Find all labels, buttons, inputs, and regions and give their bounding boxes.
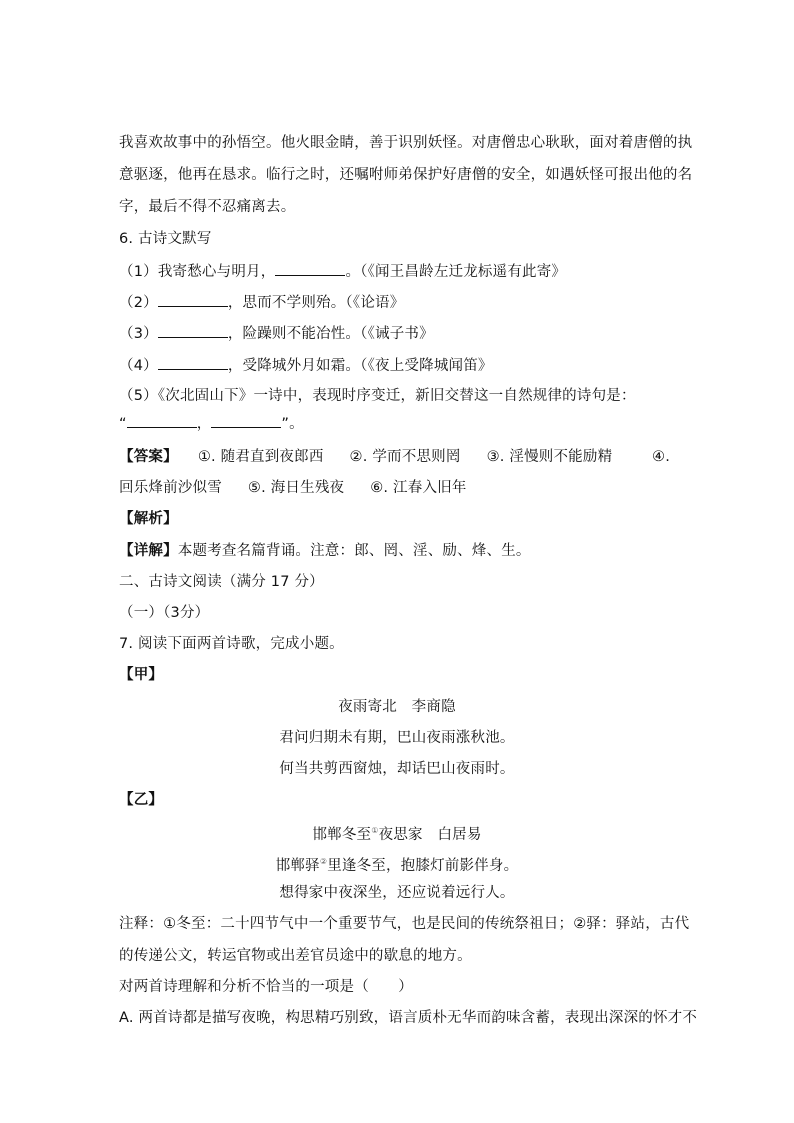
answer-line-2 [119, 478, 467, 498]
comma: ， [196, 416, 212, 432]
open-quote: “ [119, 416, 127, 432]
intro-line-3: 字，最后不得不忍痛离去。 [119, 199, 296, 215]
answer-line-1 [119, 447, 679, 467]
intro-line-2: 意驱逐，他再在恳求。临行之时，还嘱咐师弟保护好唐僧的安全，如遇妖怪可报出他的名 [119, 167, 693, 183]
detail-line [119, 541, 531, 561]
question-6-title: 6. 古诗文默写 [119, 231, 212, 247]
detail-label: 【详解】 [119, 543, 178, 559]
poem-yi-line-1-part-2: 里逢冬至，抱膝灯前影伴身。 [327, 857, 519, 874]
answer-blank[interactable] [127, 413, 197, 428]
poem-yi-line-2: 想得家中夜深坐，还应说着远行人。 [279, 885, 515, 901]
footnote-marker-1: ① [371, 826, 379, 835]
question-6-item-4 [119, 355, 493, 376]
answer-blank[interactable] [158, 292, 228, 307]
poem-jia-line-2: 何当共剪西窗烛，却话巴山夜雨时。 [279, 761, 515, 777]
item-3-prefix: （3） [119, 326, 158, 342]
option-a[interactable]: A. 两首诗都是描写夜晚，构思精巧别致，语言质朴无华而韵味含蓄，表现出深深的怀才不 [119, 1010, 698, 1026]
answer-5: ⑤. 海日生残夜 [247, 480, 345, 496]
close-quote: ”。 [281, 416, 304, 432]
answer-6: ⑥. 江春入旧年 [370, 480, 467, 496]
question-6-item-5: （5）《次北固山下》一诗中，表现时序变迁，新旧交替这一自然规律的诗句是： [119, 388, 636, 404]
item-1-suffix: 。（《闻王昌龄左迁龙标遥有此寄》 [345, 264, 567, 280]
answer-blank[interactable] [158, 323, 228, 338]
poem-yi-title [0, 821, 794, 845]
question-6-item-3 [119, 323, 434, 344]
poem-yi-title-part-2: 夜思家 白居易 [378, 826, 482, 843]
poem-yi-line-1 [0, 852, 794, 876]
notes-line-1: 注释：①冬至：二十四节气中一个重要节气，也是民间的传统祭祖日；②驿：驿站，古代 [119, 916, 690, 932]
item-2-prefix: （2） [119, 295, 158, 311]
question-6-item-2 [119, 292, 404, 313]
question-stem: 对两首诗理解和分析不恰当的一项是（ ） [119, 979, 413, 995]
poem-jia-line-1: 君问归期未有期，巴山夜雨涨秋池。 [279, 730, 515, 746]
intro-line-1: 我喜欢故事中的孙悟空。他火眼金睛，善于识别妖怪。对唐僧忠心耿耿，面对着唐僧的执 [119, 135, 693, 151]
answer-4-number: ④. [652, 449, 671, 465]
detail-text: 本题考查名篇背诵。注意：郎、罔、淫、励、烽、生。 [177, 543, 531, 559]
poem-yi-title-part-1: 邯郸冬至 [312, 826, 372, 843]
answer-4-text: 回乐烽前沙似雪 [119, 480, 222, 496]
item-2-suffix: ，思而不学则殆。（《论语》 [227, 295, 405, 311]
answer-3: ③. 淫慢则不能励精 [486, 449, 613, 465]
question-6-item-5-blanks [119, 413, 304, 434]
footnote-marker-2: ② [319, 857, 328, 866]
section-2-subsection: （一）（3分） [119, 605, 210, 621]
poem-yi-line-1-part-1: 邯郸驿 [275, 857, 320, 874]
notes-line-2: 的传递公文，转运官物或出差官员途中的歇息的地方。 [119, 948, 472, 964]
answer-blank[interactable] [211, 413, 281, 428]
answer-2: ②. 学而不思则罔 [349, 449, 461, 465]
question-6-item-1 [119, 261, 566, 282]
question-7-prompt: 7. 阅读下面两首诗歌，完成小题。 [119, 636, 344, 652]
poem-jia-label: 【甲】 [119, 667, 164, 683]
item-3-suffix: ，险躁则不能冶性。（《诫子书》 [227, 326, 434, 342]
poem-jia-title: 夜雨寄北 李商隐 [338, 699, 456, 715]
item-4-suffix: ，受降城外月如霜。（《夜上受降城闻笛》 [227, 358, 493, 374]
answer-label: 【答案】 [119, 449, 178, 465]
item-1-prefix: （1）我寄愁心与明月， [119, 264, 276, 280]
answer-blank[interactable] [158, 355, 228, 370]
item-4-prefix: （4） [119, 358, 158, 374]
section-2-title: 二、古诗文阅读（满分 17 分） [119, 574, 324, 590]
poem-yi-label: 【乙】 [119, 792, 164, 808]
analysis-label: 【解析】 [119, 511, 178, 527]
answer-blank[interactable] [275, 261, 345, 276]
answer-1: ①. 随君直到夜郎西 [197, 449, 324, 465]
